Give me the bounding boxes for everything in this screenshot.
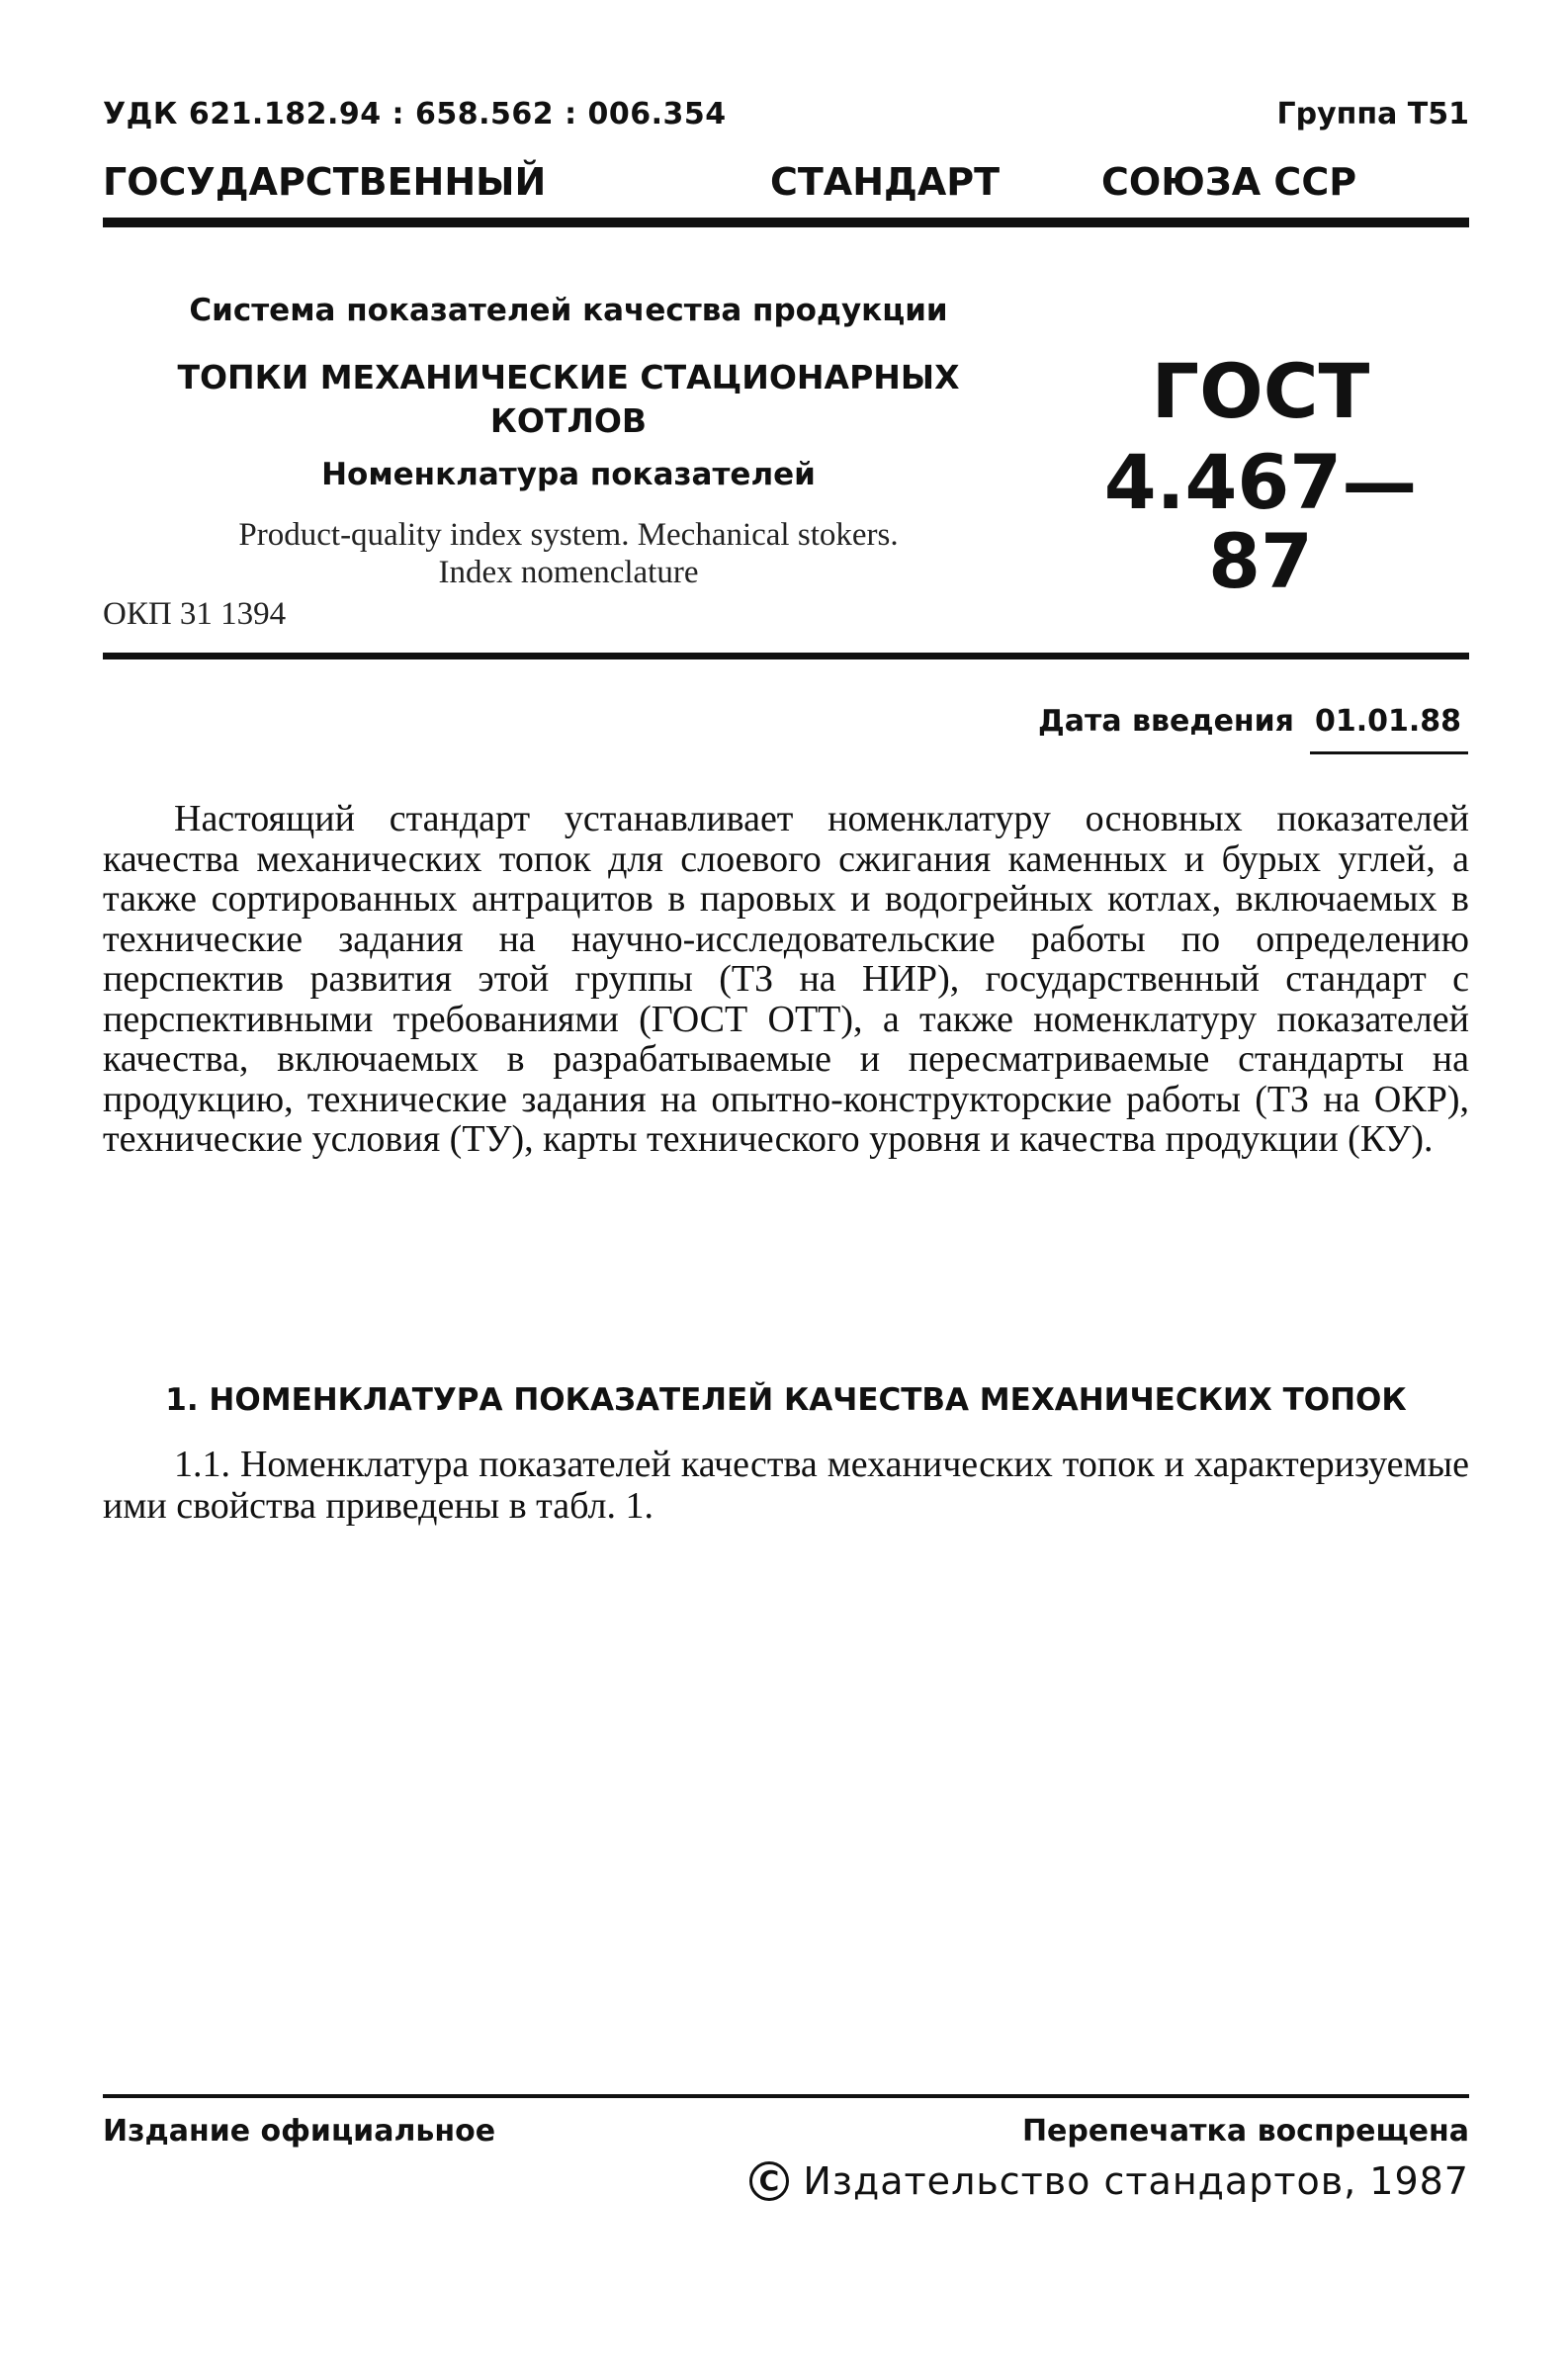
paragraph-1-1: 1.1. Номенклатура показателей качества механических топок и характеризуемые ими свойства приведены в табл. 1.: [103, 1444, 1469, 1527]
footer-rule: [103, 2094, 1469, 2098]
group-code: Группа Т51: [1276, 97, 1469, 132]
state-word-3: СОЮЗА ССР: [1101, 160, 1357, 204]
title-line-2: КОТЛОВ: [489, 401, 648, 440]
date-label: Дата введения: [1038, 704, 1294, 739]
english-title: [138, 516, 999, 591]
okp-code: ОКП 31 1394: [103, 596, 287, 632]
document-subtitle: Номенклатура показателей: [321, 457, 816, 492]
publisher-text: Издательство стандартов, 1987: [803, 2159, 1469, 2203]
reprint-note: Перепечатка воспрещена: [1021, 2114, 1469, 2149]
udk-code: УДК 621.182.94 : 658.562 : 006.354: [103, 97, 727, 132]
state-standard-heading: [103, 160, 1467, 204]
english-line-1: Product-quality index system. Mechanical stokers.: [238, 517, 899, 553]
english-line-2: Index nomenclature: [438, 555, 699, 590]
title-line-1: ТОПКИ МЕХАНИЧЕСКИЕ СТАЦИОНАРНЫХ: [177, 358, 960, 396]
copyright-icon: С: [749, 2161, 789, 2201]
gost-label: ГОСТ: [1151, 347, 1370, 435]
edition-note: Издание официальное: [103, 2114, 496, 2149]
header-rule: [103, 218, 1469, 227]
intro-paragraph: Настоящий стандарт устанавливает номенклатуру основных показателей качества механических топок для слоевого сжигания каменных и бурых углей, а также сортированных антрацитов в паровых и водогрейных котлах, включаемых в технические задания на научно-исследовательские работы по определению перспектив развития этой группы (ТЗ на НИР), государственный стандарт с перспективными требованиями (ГОСТ ОТТ), а также номенклатуру показателей качества, включаемых в разрабатываемые и пересматриваемые стандарты на продукцию, технические задания на опытно-конструкторские работы (ТЗ на ОКР), технические условия (ТУ), карты технического уровня и качества продукции (КУ).: [103, 798, 1469, 1160]
state-word-1: ГОСУДАРСТВЕННЫЙ: [103, 160, 547, 204]
publisher-line: [749, 2159, 1469, 2203]
date-underline: [1310, 751, 1468, 754]
gost-number: 4.467—87: [1103, 438, 1418, 605]
state-word-2: СТАНДАРТ: [770, 160, 1001, 204]
title-rule: [103, 653, 1469, 659]
section-heading: 1. НОМЕНКЛАТУРА ПОКАЗАТЕЛЕЙ КАЧЕСТВА МЕХАНИЧЕСКИХ ТОПОК: [165, 1382, 1407, 1418]
date-value: 01.01.88: [1315, 704, 1462, 739]
system-title: Система показателей качества продукции: [189, 293, 948, 328]
document-title: [138, 356, 999, 443]
